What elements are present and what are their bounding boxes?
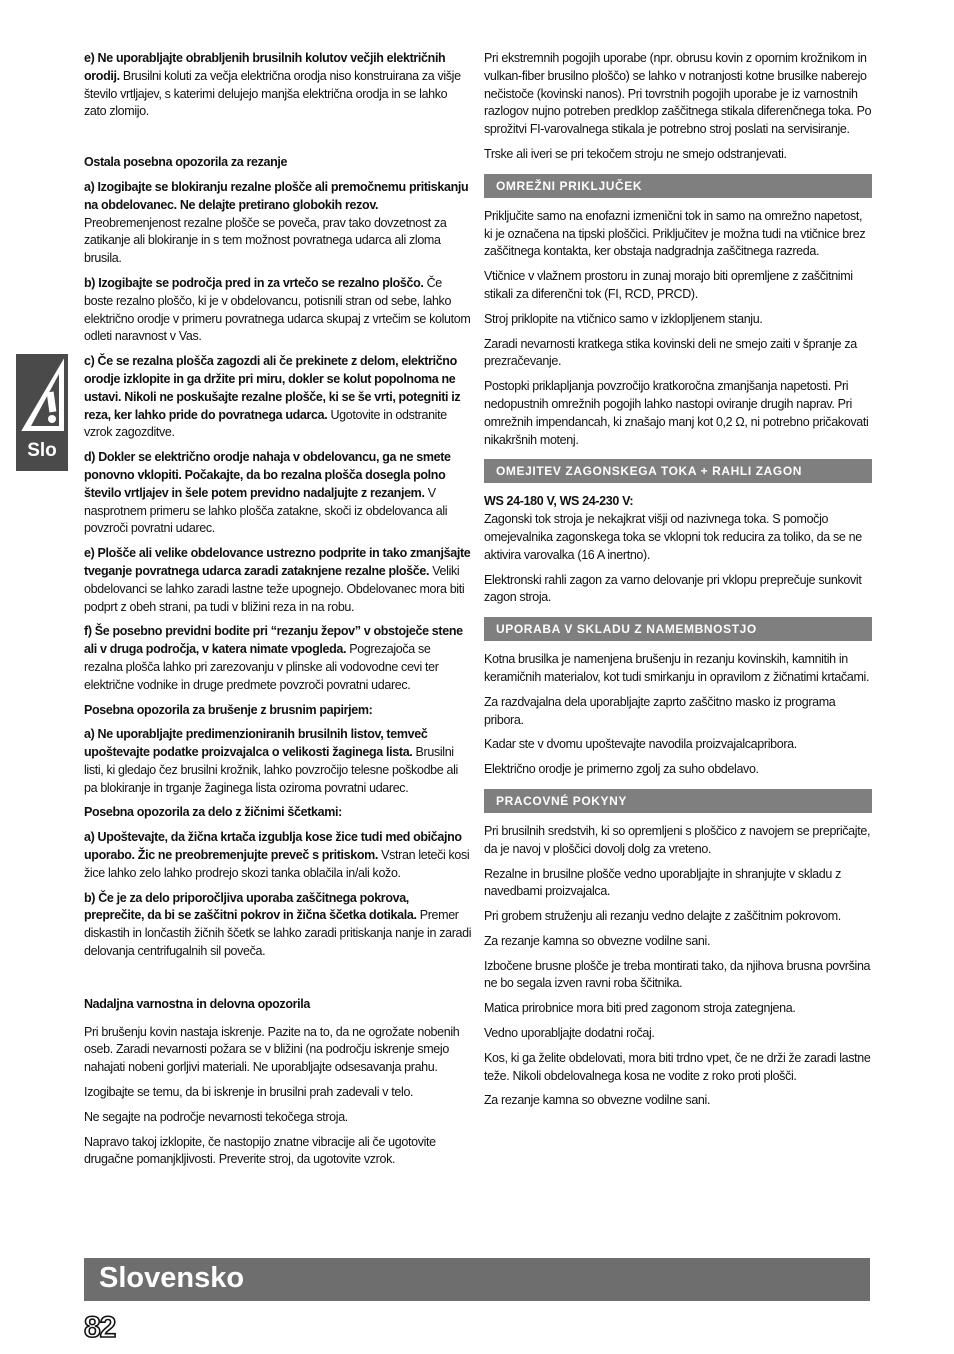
section-bar-intended-use: UPORABA V SKLADU Z NAMEMBNOSTJO	[484, 617, 872, 641]
paragraph: Za razdvajalna dela uporabljajte zaprto zaščitno masko iz programa pribora.	[484, 694, 836, 727]
section-heading: Posebna opozorila za delo z žičnimi ščetkami:	[84, 805, 342, 820]
paragraph: Elektronski rahli zagon za varno delovanje pri vklopu preprečuje sunkovit zagon stroja.	[484, 572, 862, 605]
paragraph: Vedno uporabljajte dodatni ročaj.	[484, 1026, 655, 1041]
paragraph: Zaradi nevarnosti kratkega stika kovinski deli ne smejo zaiti v špranje za prezračevanje.	[484, 336, 857, 369]
section-heading: Nadaljna varnostna in delovna opozorila	[84, 996, 310, 1011]
paragraph: a) Izogibajte se blokiranju rezalne plošče ali premočnemu pritiskanju na obdelovanec. Ne delajte pretirano globokih rezov. Preobremenjenost rezalne plošče se poveča, prav tako dovzetnost za zatikanje ali blokiranje in s tem možnost povratnega udarca ali zloma brusila.	[84, 179, 469, 266]
paragraph: Rezalne in brusilne plošče vedno uporabljajte in shranjujte v skladu z navedbami proizvajalca.	[484, 866, 841, 899]
paragraph: Pri brusilnih sredstvih, ki so opremljeni s ploščico z navojem se prepričajte, da je navoj v ploščici dovolj dolg za vreteno.	[484, 823, 871, 856]
paragraph: Za rezanje kamna so obvezne vodilne sani.	[484, 933, 711, 948]
paragraph: Za rezanje kamna so obvezne vodilne sani.	[484, 1093, 711, 1108]
paragraph: Ne segajte na področje nevarnosti tekočega stroja.	[84, 1109, 348, 1124]
language-label: Slo	[27, 440, 57, 461]
footer-banner	[84, 1258, 870, 1301]
paragraph: Kos, ki ga želite obdelovati, mora biti trdno vpet, če ne drži že zaradi lastne teže. Nikoli obdelovalnega kosa ne vodite z roko proti plošči.	[484, 1050, 871, 1083]
section-heading: Posebna opozorila za brušenje z brusnim papirjem:	[84, 702, 373, 717]
left-column	[84, 50, 472, 1176]
paragraph: Izogibajte se temu, da bi iskrenje in brusilni prah zadevali v telo.	[84, 1085, 414, 1100]
language-tab	[16, 354, 68, 471]
paragraph: Stroj priklopite na vtičnico samo v izklopljenem stanju.	[484, 311, 763, 326]
paragraph: Pri grobem struženju ali rezanju vedno delajte z zaščitnim pokrovom.	[484, 909, 841, 924]
right-column	[484, 50, 872, 1117]
paragraph: Kadar ste v dvomu upoštevajte navodila proizvajalcapribora.	[484, 737, 797, 752]
section-heading: Ostala posebna opozorila za rezanje	[84, 155, 288, 170]
paragraph: Pri ekstremnih pogojih uporabe (npr. obrusu kovin z opornim krožnikom in vulkan-fiber brusilno ploščo) se lahko v notranjosti kotne brusilke naberejo nečistoče (kovinski nanos). Pri tovrstnih pogojih uporabe je iz varnostnih razlogov nujno potreben predklop zaščitnega stikala diferenčnega toka. Po sprožitvi FI-varovalnega stikala je potrebno stroj poslati na servisiranje.	[484, 51, 872, 137]
paragraph: f) Še posebno previdni bodite pri “rezanju žepov” v obstoječe stene ali v druga področja, v katera nimate vpogleda. Pogrezajoča se rezalna plošča lahko pri zarezovanju v plinske ali vodovodne cevi ter električne vodnike in druge predmete povzroči povratni udarec.	[84, 624, 463, 692]
paragraph: e) Ne uporabljajte obrabljenih brusilnih kolutov večjih električnih orodij. Brusilni koluti za večja električna orodja niso konstruirana za višje število vrtljajev, s katerimi delujejo manjša električna orodja in se lahko zato zlomijo.	[84, 51, 461, 119]
paragraph: Električno orodje je primerno zgolj za suho obdelavo.	[484, 762, 759, 777]
paragraph: b) Izogibajte se področja pred in za vrtečo se rezalno ploščo. Če boste rezalno ploščo, ki je v obdelovancu, potisnili stran od sebe, lahko električno orodje v primeru povratnega udarca skupaj z vrtečim se kolutom odleti naravnost v Vas.	[84, 275, 471, 344]
paragraph: e) Plošče ali velike obdelovance ustrezno podprite in tako zmanjšajte tveganje povratnega udarca zaradi zataknjene rezalne plošče. Veliki obdelovanci se lahko zaradi lastne teže upognejo. Obdelovanec mora biti podprt z obeh strani, pa tudi v bližini reza in na robu.	[84, 546, 471, 614]
paragraph: Zagonski tok stroja je nekajkrat višji od nazivnega toka. S pomočjo omejevalnika zagonskega toka se vklopni tok reducira za toliko, da se ne aktivira varovalka (16 A inertno).	[484, 512, 862, 562]
paragraph: Postopki priklapljanja povzročijo kratkoročna zmanjšanja napetosti. Pri nedopustnih omrežnih pogojih lahko nastopi oviranje drugih naprav. Pri omrežnih impendancah, ki znašajo manj kot 0,2 Ω, ni potrebno pričakovati nikakršnih motenj.	[484, 379, 869, 447]
warning-icon	[19, 358, 67, 434]
paragraph: Vtičnice v vlažnem prostoru in zunaj morajo biti opremljene z zaščitnimi stikali za diferenčni tok (FI, RCD, PRCD).	[484, 269, 853, 301]
footer-title: Slovensko	[99, 1262, 245, 1294]
paragraph: a) Ne uporabljajte predimenzioniranih brusilnih listov, temveč upoštevajte podatke proizvajalca o velikosti žaginega lista. Brusilni listi, ki gledajo čez brusilni krožnik, lahko povzročijo telesne poškodbe ali pa blokiranje in trganje žaginega lista oziroma povratni udarec.	[84, 727, 458, 795]
paragraph: a) Upoštevajte, da žična krtača izgublja kose žice tudi med običajno uporabo. Žic ne preobremenjujte preveč s pritiskom. Vstran leteči kosi žice lahko zelo lahko prodrejo skozi tanka oblačila in/ali kožo.	[84, 830, 470, 880]
paragraph: Matica prirobnice mora biti pred zagonom stroja zategnjena.	[484, 1001, 796, 1016]
section-bar-instructions: PRACOVNÉ POKYNY	[484, 789, 872, 813]
paragraph: Napravo takoj izklopite, če nastopijo znatne vibracije ali če ugotovite drugačne pomanjkljivosti. Preverite stroj, da ugotovite vzrok.	[84, 1134, 436, 1167]
section-bar-mains: OMREŽNI PRIKLJUČEK	[484, 174, 872, 198]
paragraph: Izbočene brusne plošče je treba montirati tako, da njihova brusna površina ne bo segala izven ravni roba ščitnika.	[484, 958, 871, 991]
paragraph: c) Če se rezalna plošča zagozdi ali če prekinete z delom, električno orodje izklopite in ga držite pri miru, dokler se kolut popolnoma ne ustavi. Nikoli ne poskušajte rezalne plošče, ki se še vrti, potegniti iz reza, ker lahko pride do povratnega udarca. Ugotovite in odstranite vzrok zagozditve.	[84, 354, 461, 440]
model-label: WS 24-180 V, WS 24-230 V:	[484, 494, 634, 509]
paragraph: d) Dokler se električno orodje nahaja v obdelovancu, ga ne smete ponovno vklopiti. Počakajte, da bo rezalna plošča dosegla polno število vrtljajev in šele potem previdno nadaljujte z rezanjem. V nasprotnem primeru se lahko plošča zatakne, skoči iz obdelovanca ali povzroči povratni udarec.	[84, 450, 451, 536]
paragraph: b) Če je za delo priporočljiva uporaba zaščitnega pokrova, preprečite, da bi se zaščitni pokrov in žična ščetka dotikala. Premer diskastih in lončastih žičnih ščetk se lahko zaradi pritiskanja nanje in zaradi delovanja centrifugalnih sil poveča.	[84, 890, 472, 959]
page-number: 82	[84, 1311, 116, 1344]
paragraph: Pri brušenju kovin nastaja iskrenje. Pazite na to, da ne ogrožate nobenih oseb. Zaradi nevarnosti požara se v bližini (na področju iskrenje smejo nahajati nobeni gorljivi materiali. Ne uporabljajte odsesavanja prahu.	[84, 1024, 460, 1075]
paragraph: Kotna brusilka je namenjena brušenju in rezanju kovinskih, kamnitih in keramičnih materialov, kot tudi smirkanju in opravilom z žičnatimi krtačami.	[484, 652, 870, 684]
section-bar-startup: OMEJITEV ZAGONSKEGA TOKA + RAHLI ZAGON	[484, 459, 872, 483]
paragraph: Trske ali iveri se pri tekočem stroju ne smejo odstranjevati.	[484, 146, 787, 161]
paragraph: Priključite samo na enofazni izmenični tok in samo na omrežno napetost, ki je označena na tipski ploščici. Priključitev je možna tudi na vtičnice brez zaščitnega kontakta, ker obstaja nadgradnja zaščitnega razreda.	[484, 208, 866, 259]
